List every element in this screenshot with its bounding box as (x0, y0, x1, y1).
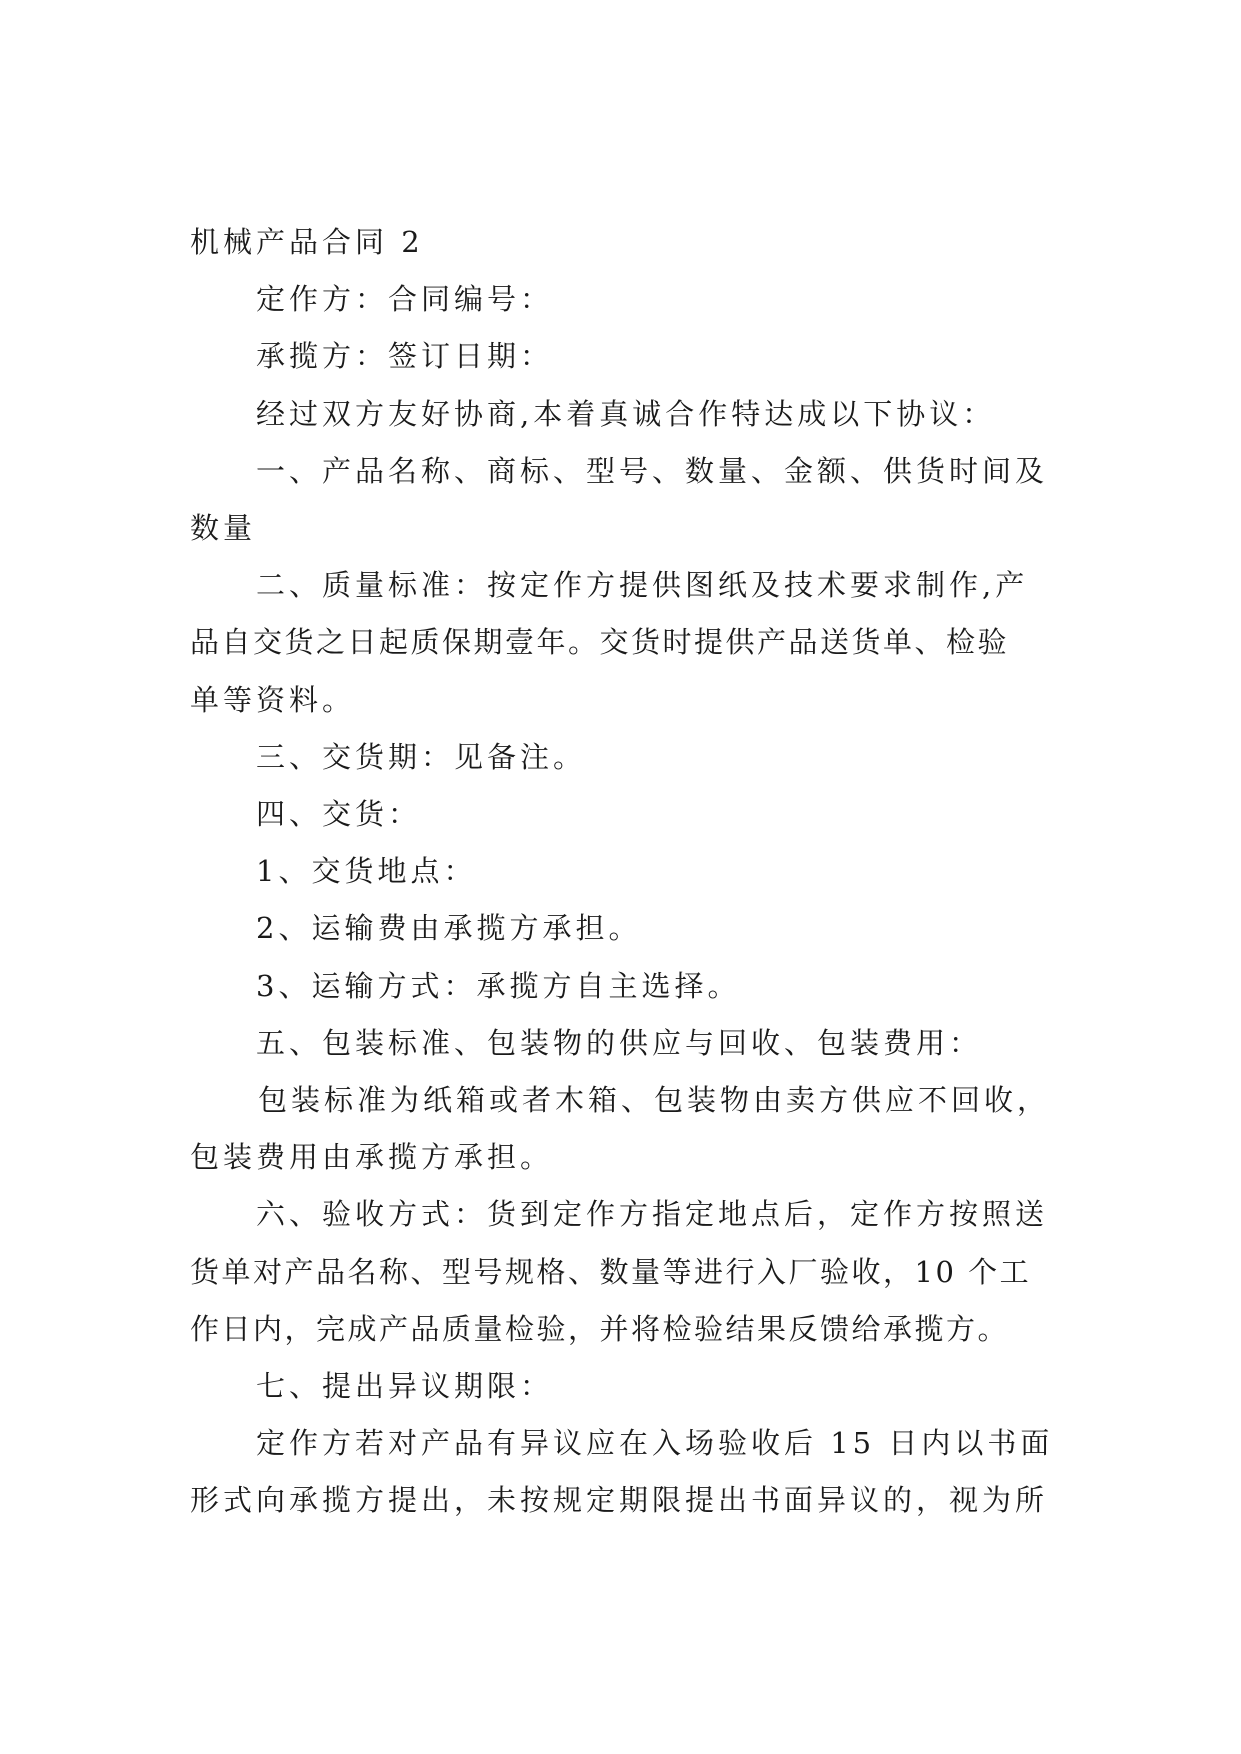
paragraph-line: 定作方：合同编号： (256, 282, 554, 316)
paragraph-line: 二、质量标准：按定作方提供图纸及技术要求制作,产 (256, 568, 1029, 602)
paragraph-line: 一、产品名称、商标、型号、数量、金额、供货时间及 (256, 454, 1049, 488)
paragraph-line: 2、运输费由承揽方承担。 (256, 911, 642, 945)
paragraph-line: 经过双方友好协商,本着真诚合作特达成以下协议： (256, 397, 996, 431)
paragraph-line: 3、运输方式：承揽方自主选择。 (256, 969, 741, 1003)
paragraph-line: 货单对产品名称、型号规格、数量等进行入厂验收，10 个工 (190, 1255, 1032, 1289)
paragraph-line: 五、包装标准、包装物的供应与回收、包装费用： (256, 1026, 983, 1060)
paragraph-line: 数量 (190, 511, 257, 545)
paragraph-line: 六、验收方式：货到定作方指定地点后，定作方按照送 (256, 1197, 1049, 1231)
paragraph-line: 定作方若对产品有异议应在入场验收后 15 日内以书面 (256, 1426, 1054, 1460)
paragraph-line: 四、交货： (256, 797, 422, 831)
document-title: 机械产品合同 2 (190, 225, 424, 259)
paragraph-line: 包装费用由承揽方承担。 (190, 1140, 554, 1174)
paragraph-line: 三、交货期：见备注。 (256, 740, 587, 774)
paragraph-line: 1、交货地点： (256, 854, 477, 888)
paragraph-line: 承揽方：签订日期： (256, 339, 554, 373)
paragraph-line: 单等资料。 (190, 683, 356, 717)
paragraph-line: 作日内，完成产品质量检验，并将检验结果反馈给承揽方。 (190, 1312, 1010, 1346)
paragraph-line: 形式向承揽方提出，未按规定期限提出书面异议的，视为所 (190, 1483, 1049, 1517)
paragraph-line: 七、提出异议期限： (256, 1369, 554, 1403)
paragraph-line: 包装标准为纸箱或者木箱、包装物由卖方供应不回收， (258, 1083, 1051, 1117)
paragraph-line: 品自交货之日起质保期壹年。交货时提供产品送货单、检验 (190, 625, 1010, 659)
